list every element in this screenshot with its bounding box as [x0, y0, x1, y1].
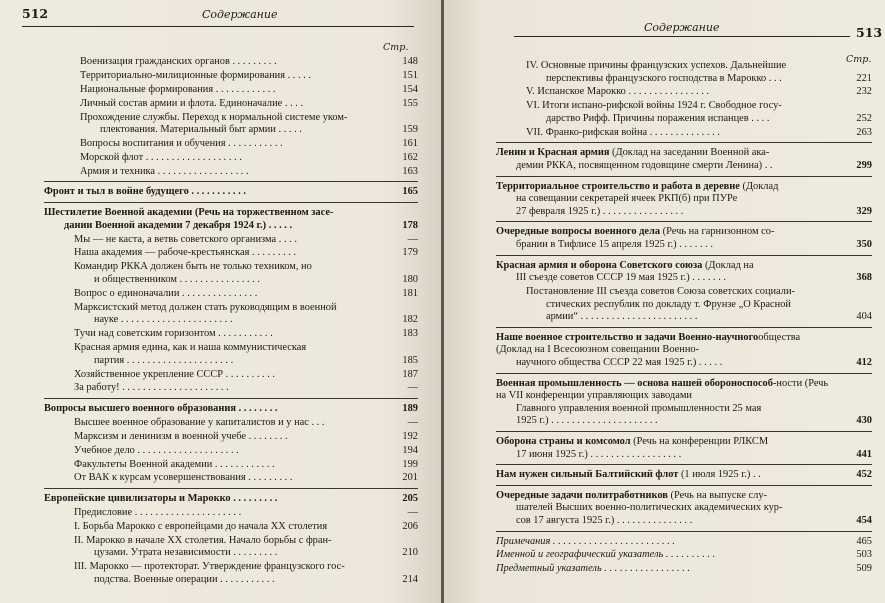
toc-page-number: 368 [856, 272, 872, 284]
toc-entry-title [496, 469, 832, 482]
toc-entry [44, 152, 418, 165]
toc-page-number: 454 [856, 515, 872, 526]
toc-entry-line: 1925 г.) . . . . . . . . . . . . . . . . . . . . . [516, 415, 658, 427]
toc-page-number: 404 [856, 311, 872, 323]
toc-entry-line: (Доклад [739, 180, 779, 192]
toc-entry-line: III. Марокко — протекторат. Утверждение французского гос- [74, 561, 345, 573]
toc-entry-line: Факультеты Военной академии . . . . . . . . . . . . [74, 458, 275, 470]
toc-entry-title [496, 181, 832, 219]
toc-entry-line: Именной и географический указатель . . . . . . . . . . [496, 549, 716, 561]
toc-entry [44, 535, 418, 560]
toc-page-number: 430 [856, 415, 872, 427]
toc-entry-line: цузами. Утрата независимости . . . . . . . . . [94, 547, 278, 559]
toc-entry [44, 247, 418, 260]
toc-page-number: 165 [402, 186, 418, 198]
toc-entry-title [496, 226, 832, 251]
toc-page-number: 221 [856, 72, 872, 84]
toc-entry-heading: Территориальное строительство и работа в деревне [496, 180, 740, 192]
toc-entry-line: IV. Основные причины французских успехов. Дальнейшие [526, 60, 787, 71]
toc-entry-line: Предисловие . . . . . . . . . . . . . . . . . . . . . [74, 506, 242, 518]
toc-entry-line: (1 июля 1925 г.) . . [678, 469, 761, 481]
toc-entry-line: общества (Доклад на I Всесоюзном совещании Военно- [496, 331, 801, 356]
toc-entry [44, 507, 418, 520]
section-divider [44, 488, 418, 489]
toc-entry [44, 207, 418, 232]
section-divider [496, 531, 872, 532]
toc-entry-heading: Красная армия и оборона Советского союза [496, 259, 703, 271]
toc-page-number: 199 [402, 458, 418, 470]
toc-entry [496, 549, 872, 562]
toc-entry [496, 378, 872, 428]
toc-entry-title [496, 100, 832, 125]
section-divider [496, 176, 872, 177]
toc-entry-line: I. Борьба Марокко с европейцами до начала XX столетия [74, 520, 328, 532]
toc-page-number: 183 [402, 328, 418, 340]
toc-entry [44, 328, 418, 341]
toc-entry-line: Высшее военное образование у капиталистов и у нас . . . [74, 416, 325, 428]
toc-entry [44, 342, 418, 367]
section-divider [496, 327, 872, 328]
toc-entry [496, 127, 872, 140]
toc-entry-title [496, 436, 832, 461]
toc-page-number: 214 [402, 573, 418, 585]
toc-entry-heading: Очередные задачи политработников [496, 489, 668, 501]
toc-entry-line: демии РККА, посвященном годовщине смерти Ленина) . . [516, 160, 773, 172]
toc-page-number: 187 [402, 368, 418, 380]
toc-entry-title [44, 261, 378, 286]
toc-page-number: 159 [402, 124, 418, 136]
toc-entry [496, 147, 872, 172]
toc-entry-line: на совещании секретарей ячеек РКП(б) при ПУРе [516, 193, 738, 205]
toc-page-number: 299 [856, 160, 872, 172]
toc-left [44, 56, 418, 588]
toc-entry-line: (Доклад на заседании Военной ака- [609, 147, 770, 159]
toc-page-number: 194 [402, 444, 418, 456]
toc-page-number: 201 [402, 472, 418, 484]
toc-entry-line: Мы — не каста, а ветвь советского организма . . . . [74, 233, 297, 245]
toc-entry-line: стических республик по докладу т. Фрунзе „О Красной [546, 298, 791, 310]
toc-entry-line: (Речь на гарнизонном со- [660, 226, 775, 238]
toc-page-number: 180 [402, 273, 418, 285]
toc-entry-line: научного общества СССР 22 мая 1925 г.) . . . . . [516, 357, 723, 369]
toc-entry-title [496, 490, 832, 528]
toc-entry-title [44, 431, 378, 444]
toc-entry-line: II. Марокко в начале XX столетия. Начало борьбы с фран- [74, 534, 332, 546]
toc-entry-title [496, 260, 832, 285]
toc-entry-title [496, 332, 832, 370]
toc-entry-title [496, 378, 832, 428]
toc-page-number: 210 [402, 547, 418, 559]
section-divider [496, 221, 872, 222]
toc-page-number: 151 [402, 69, 418, 81]
toc-entry-title [496, 127, 832, 140]
toc-entry-title [44, 445, 378, 458]
toc-entry-heading: Ленин и Красная армия [496, 147, 610, 159]
toc-entry [44, 56, 418, 69]
toc-entry-line: Морской флот . . . . . . . . . . . . . . . . . . . [80, 151, 242, 163]
right-page [444, 0, 885, 603]
toc-entry-title [44, 459, 378, 472]
toc-entry-line: Постановление III съезда советов Союза советских социали- [526, 286, 795, 298]
toc-entry-line: шателей Высших военно-политических академических кур- [516, 502, 783, 514]
toc-entry-heading: Очередные вопросы военного дела [496, 226, 661, 238]
toc-entry-line: сов 17 августа 1925 г.) . . . . . . . . . . . . . . . [516, 515, 693, 526]
toc-page-number: 155 [402, 97, 418, 109]
section-divider [496, 255, 872, 256]
toc-entry-line: Главного управления военной промышленности 25 мая [516, 402, 762, 414]
toc-entry [44, 521, 418, 534]
toc-entry [496, 60, 872, 85]
toc-entry [496, 563, 872, 576]
toc-entry-heading: Военная промышленность — основа нашей обороноспособ- [496, 377, 777, 389]
toc-entry-title [44, 561, 378, 586]
toc-entry-line: Красная армия едина, как и наша коммунистическая [74, 342, 307, 354]
toc-entry-title [44, 342, 378, 367]
toc-entry [44, 431, 418, 444]
toc-entry-line: Командир РККА должен быть не только техником, но [74, 261, 312, 273]
toc-entry-title [44, 382, 378, 395]
toc-entry-line: Прохождение службы. Переход к нормальной системе уком- [80, 111, 348, 123]
toc-entry-line: VII. Франко-рифская война . . . . . . . . . . . . . . [526, 126, 720, 138]
toc-entry-line: плектования. Материальный быт армии . . . . . [100, 124, 302, 136]
toc-entry-title [44, 369, 378, 382]
toc-entry [44, 493, 418, 506]
toc-entry-line: науке . . . . . . . . . . . . . . . . . . . . . . [94, 314, 233, 326]
toc-entry-line: Вопрос о единоначалии . . . . . . . . . . . . . . . [74, 287, 258, 299]
toc-entry [44, 382, 418, 395]
toc-entry [496, 100, 872, 125]
toc-entry-line: (Речь на конференции РЛКСМ [630, 436, 769, 448]
toc-page-number: 185 [402, 354, 418, 366]
toc-entry-line: III съезде советов СССР 19 мая 1925 г.) . . . . . . . [516, 272, 727, 284]
toc-page-number: 441 [856, 448, 872, 460]
toc-page-number: 503 [856, 549, 872, 561]
running-head: Содержание [202, 8, 278, 21]
toc-entry [44, 138, 418, 151]
toc-entry [44, 561, 418, 586]
toc-entry-line: Вопросы воспитания и обучения . . . . . . . . . . . [80, 138, 283, 150]
toc-entry [44, 459, 418, 472]
toc-entry-line: Территориально-милиционные формирования . . . . . [80, 69, 311, 81]
toc-entry [496, 86, 872, 99]
toc-entry-heading: Оборона страны и комсомол [496, 436, 631, 448]
section-divider [496, 464, 872, 465]
page-number: 513 [856, 25, 883, 40]
toc-page-number: 452 [856, 469, 872, 481]
toc-entry [496, 286, 872, 324]
toc-entry [496, 436, 872, 461]
toc-entry-line: ности (Речь на VII конференции управляющих заводами [496, 377, 829, 402]
toc-entry-line: дарство Рифф. Причины поражения испанцев . . . . [546, 112, 770, 124]
header-rule [514, 36, 850, 37]
running-head: Содержание [644, 21, 720, 34]
toc-entry-line: Предметный указатель . . . . . . . . . . . . . . . . . [496, 563, 690, 575]
toc-page-number: 252 [856, 112, 872, 124]
toc-entry [44, 472, 418, 485]
toc-entry-title [44, 535, 378, 560]
toc-entry [496, 490, 872, 528]
toc-entry-line: Европейские цивилизаторы и Марокко . . . . . . . . . [44, 493, 278, 505]
toc-page-number: 263 [856, 126, 872, 138]
toc-entry [44, 112, 418, 137]
toc-entry-line: Вопросы высшего военного образования . . . . . . . . [44, 403, 278, 414]
toc-entry [44, 302, 418, 327]
toc-entry-title [44, 247, 378, 260]
toc-page-number: 509 [856, 563, 872, 575]
toc-entry-line: Военизация гражданских органов . . . . . . . . . [80, 56, 277, 67]
toc-entry-title [44, 166, 378, 179]
toc-entry-line: Марксизм и ленинизм в военной учебе . . . . . . . . [74, 430, 288, 442]
toc-entry [44, 445, 418, 458]
toc-page-number: 206 [402, 520, 418, 532]
toc-entry-line: Примечания . . . . . . . . . . . . . . . . . . . . . . . . [496, 535, 676, 547]
section-divider [496, 373, 872, 374]
toc-page-number: 154 [402, 83, 418, 95]
toc-entry-title [496, 86, 832, 99]
toc-entry-line: подства. Военные операции . . . . . . . . . . . [94, 573, 275, 585]
toc-page-number: 179 [402, 247, 418, 259]
toc-entry-heading: Нам нужен сильный Балтийский флот [496, 469, 679, 481]
toc-page-number: — [407, 506, 418, 518]
toc-entry-title [496, 536, 832, 549]
toc-entry-line: Учебное дело . . . . . . . . . . . . . . . . . . . . [74, 444, 239, 456]
toc-entry-title [496, 147, 832, 172]
toc-entry-line: V. Испанское Марокко . . . . . . . . . . . . . . . . [526, 86, 710, 98]
toc-entry [496, 181, 872, 219]
toc-entry-title [44, 417, 378, 430]
header-rule [22, 26, 414, 27]
toc-entry-title [44, 186, 378, 199]
column-header: Стр. [846, 54, 872, 65]
toc-entry [44, 70, 418, 83]
toc-entry-title [44, 112, 378, 137]
toc-page-number: 329 [856, 205, 872, 217]
toc-entry-title [496, 286, 832, 324]
toc-entry-title [44, 98, 378, 111]
toc-entry-title [44, 84, 378, 97]
toc-entry-line: Наша академия — рабоче-крестьянская . . . . . . . . . [74, 247, 297, 259]
toc-entry [496, 469, 872, 482]
toc-entry [44, 261, 418, 286]
toc-entry-line: Личный состав армии и флота. Единоначалие . . . . [80, 97, 304, 109]
toc-page-number: 192 [402, 430, 418, 442]
toc-entry-line: 17 июня 1925 г.) . . . . . . . . . . . . . . . . . . [516, 448, 682, 460]
toc-entry-line: дании Военной академии 7 декабря 1924 г.) . . . . . [64, 219, 293, 231]
toc-page-number: 163 [402, 165, 418, 177]
toc-entry [44, 403, 418, 416]
toc-entry-title [496, 563, 832, 576]
toc-page-number: 148 [402, 56, 418, 67]
section-divider [496, 485, 872, 486]
toc-entry-line: армии“ . . . . . . . . . . . . . . . . . . . . . . . [546, 311, 698, 323]
toc-entry-title [44, 234, 378, 247]
toc-entry-title [44, 152, 378, 165]
toc-page-number: 181 [402, 287, 418, 299]
toc-entry-line: брании в Тифлисе 15 апреля 1925 г.) . . . . . . . [516, 239, 713, 251]
toc-page-number: 412 [856, 357, 872, 369]
toc-entry-title [44, 472, 378, 485]
toc-page-number: 189 [402, 403, 418, 414]
toc-entry-line: За работу! . . . . . . . . . . . . . . . . . . . . . [74, 382, 229, 394]
toc-entry-line: партия . . . . . . . . . . . . . . . . . . . . . [94, 354, 234, 366]
section-divider [496, 431, 872, 432]
toc-entry [496, 226, 872, 251]
toc-page-number: 350 [856, 239, 872, 251]
toc-entry-title [496, 60, 832, 85]
toc-page-number: 465 [856, 535, 872, 547]
toc-page-number: 182 [402, 314, 418, 326]
toc-page-number: 205 [402, 493, 418, 505]
toc-right [496, 60, 872, 577]
toc-page-number: 232 [856, 86, 872, 98]
section-divider [44, 181, 418, 182]
toc-entry [44, 369, 418, 382]
column-header: Стр. [383, 42, 409, 53]
toc-page-number: — [407, 382, 418, 394]
toc-entry [44, 234, 418, 247]
toc-entry-title [44, 302, 378, 327]
toc-entry-line: перспективы французского господства в Марокко . . . [546, 72, 782, 84]
toc-entry-title [44, 70, 378, 83]
toc-page-number: 161 [402, 138, 418, 150]
toc-entry-title [44, 493, 378, 506]
toc-entry-title [44, 138, 378, 151]
toc-entry-line: Тучи над советским горизонтом . . . . . . . . . . . [74, 328, 273, 340]
toc-entry [44, 166, 418, 179]
toc-entry-line: Хозяйственное укрепление СССР . . . . . . . . . . [74, 368, 276, 380]
toc-entry-line: Фронт и тыл в войне будущего . . . . . . . . . . . [44, 186, 246, 198]
section-divider [44, 398, 418, 399]
toc-entry [44, 288, 418, 301]
toc-entry-title [44, 403, 378, 416]
toc-entry-line: Марксистский метод должен стать руководящим в военной [74, 301, 337, 313]
toc-entry [44, 417, 418, 430]
toc-page-number: — [407, 416, 418, 428]
toc-entry-title [44, 207, 378, 232]
page-number: 512 [22, 6, 49, 21]
toc-entry-line: Армия и техника . . . . . . . . . . . . . . . . . . [80, 165, 249, 177]
toc-entry-line: (Речь на выпуске слу- [667, 489, 767, 501]
toc-entry-title [44, 507, 378, 520]
toc-page-number: — [407, 233, 418, 245]
toc-entry [496, 332, 872, 370]
toc-entry-title [496, 549, 832, 562]
toc-entry-line: VI. Итоги испано-рифской войны 1924 г. Свободное госу- [526, 100, 782, 112]
section-divider [44, 202, 418, 203]
toc-entry-line: и общественником . . . . . . . . . . . . . . . . [94, 273, 261, 285]
toc-entry [44, 98, 418, 111]
toc-entry-line: Национальные формирования . . . . . . . . . . . . [80, 83, 276, 95]
toc-entry-line: (Доклад на [702, 259, 754, 271]
toc-entry-heading: Наше военное строительство и задачи Военно-научного [496, 331, 759, 343]
toc-entry-title [44, 328, 378, 341]
toc-entry-line: Шестилетие Военной академии (Речь на торжественном засе- [44, 207, 334, 219]
section-divider [496, 142, 872, 143]
toc-entry-title [44, 521, 378, 534]
toc-entry [44, 186, 418, 199]
toc-entry [496, 260, 872, 285]
toc-entry-line: 27 февраля 1925 г.) . . . . . . . . . . . . . . . . [516, 205, 684, 217]
toc-entry-line: От ВАК к курсам усовершенствования . . . . . . . . . [74, 472, 293, 484]
toc-page-number: 162 [402, 151, 418, 163]
toc-page-number: 178 [402, 219, 418, 231]
left-page [0, 0, 441, 603]
toc-entry [496, 536, 872, 549]
toc-entry-title [44, 288, 378, 301]
toc-entry-title [44, 56, 378, 69]
toc-entry [44, 84, 418, 97]
